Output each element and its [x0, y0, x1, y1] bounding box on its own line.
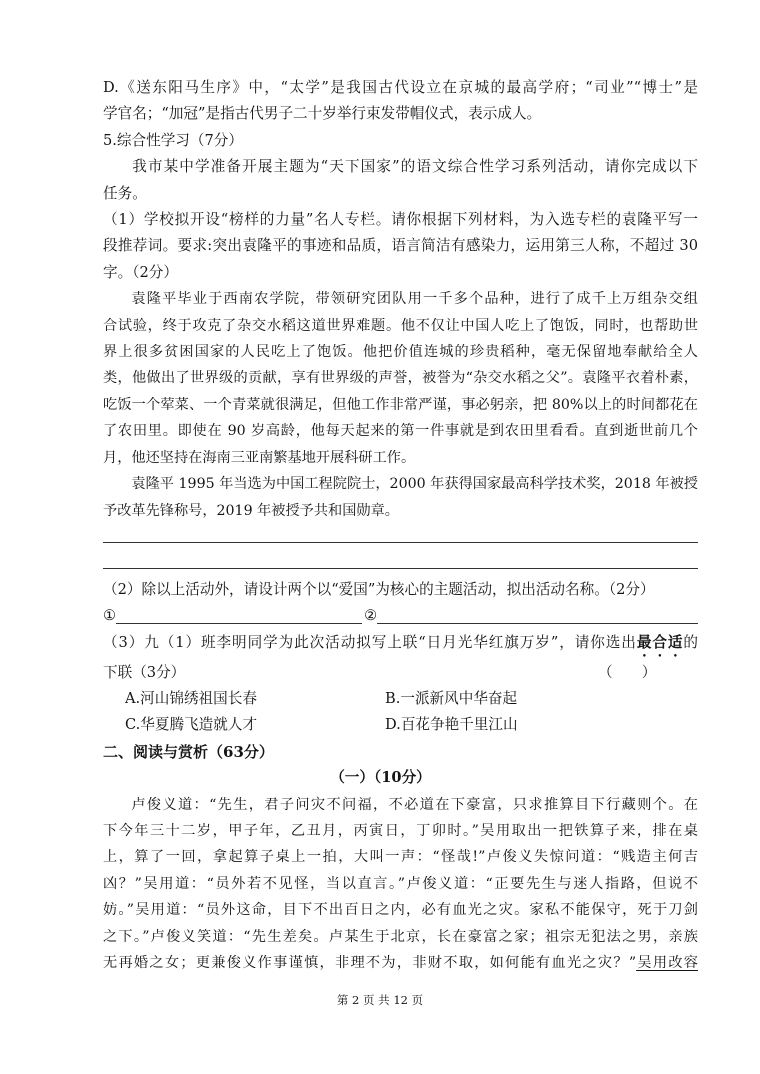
emphasized-text: 最合适: [636, 633, 684, 651]
task-3-prompt-text: 下联（3分）: [103, 663, 186, 681]
passage-line: 下今年三十二岁，甲子年，乙丑月，丙寅日，丁卯时。”吴用取出一把铁算子来，排在桌: [103, 822, 698, 839]
answer-blank: [377, 622, 698, 624]
task-3-prompt-line-2: [103, 660, 698, 686]
option-d-text-line: 学官名；“加冠”是指古代男子二十岁举行束发带帽仪式，表示成人。: [103, 105, 542, 123]
material-paragraph-line: 了农田里。即使在 90 岁高龄，他每天起来的第一件事就是到农田里看看。直到逝世前几个: [103, 423, 698, 440]
question-5-intro-line: 任务。: [103, 184, 147, 202]
answer-blank: [116, 622, 362, 624]
question-5-title: 5.综合性学习（7分）: [103, 131, 243, 149]
task-1-prompt-line: （1）学校拟开设“榜样的力量”名人专栏。请你根据下列材料，为入选专栏的袁隆平写一: [103, 211, 698, 229]
passage-line: 卢俊义道：“先生，君子问灾不问福，不必道在下豪富，只求推算目下行藏则个。在: [131, 796, 698, 813]
page-content: [103, 75, 698, 976]
answer-rule: [103, 542, 698, 543]
question-5-intro-line: 我市某中学准备开展主题为“天下国家”的语文综合性学习系列活动，请你完成以下: [132, 158, 698, 176]
option-a: A.河山锦绣祖国长春: [125, 689, 257, 707]
task-2-answer-blanks: [103, 603, 698, 629]
blank-2-label: ②: [364, 607, 378, 625]
passage-text: 无再婚之女；更兼俊义作事谨慎，非理不为，非财不取，如何能有血光之灾？”: [103, 954, 637, 971]
material-paragraph-line: 袁隆平 1995 年当选为中国工程院院士，2000 年获得国家最高科学技术奖，2018 年被授: [131, 476, 698, 493]
answer-writing-line: [103, 550, 698, 576]
part-1-heading: （一）（10分）: [330, 769, 431, 787]
option-c: C.华夏腾飞造就人才: [125, 716, 258, 734]
answer-writing-line: [103, 524, 698, 550]
passage-line: 上，算了一回，拿起算子桌上一拍，大叫一声：“怪哉!”卢俊义失惊问道：“贱造主何吉: [103, 849, 698, 866]
task-3-prompt-line: [103, 630, 698, 660]
material-paragraph-line: 予改革先锋称号，2019 年被授予共和国勋章。: [103, 502, 399, 519]
task-3-prompt-text: （3）九（1）班李明同学为此次活动拟写上联“日月光华红旗万岁”，请你选出: [103, 633, 637, 651]
underlined-text: 吴用改容: [636, 954, 698, 971]
option-d-text-line: D.《送东阳马生序》中，“太学”是我国古代设立在京城的最高学府；“司业”“博士”是: [103, 79, 698, 96]
material-paragraph-line: 界上很多贫困国家的人民吃上了饱饭。他把价值连城的珍贵稻种，毫无保留地奉献给全人: [103, 344, 698, 361]
option-row: [103, 686, 698, 712]
option-row: [103, 712, 698, 738]
material-paragraph-line: 类，他做出了世界级的贡献，享有世界级的声誉，被誉为“杂交水稻之父”。袁隆平衣着朴素，: [103, 370, 698, 387]
task-2-prompt: （2）除以上活动外，请设计两个以“爱国”为核心的主题活动，拟出活动名称。（2分）: [103, 580, 655, 598]
material-paragraph-line: 袁隆平毕业于西南农学院，带领研究团队用一千多个品种，进行了成千上万组杂交组: [131, 291, 698, 308]
task-1-prompt-line: 段推荐词。要求:突出袁隆平的事迹和品质，语言简洁有感染力，运用第三人称，不超过 30: [103, 237, 698, 255]
blank-1-label: ①: [103, 607, 117, 625]
passage-line: 之下。”卢俊义笑道：“先生差矣。卢某生于北京，长在豪富之家；祖宗无犯法之男，亲族: [103, 928, 698, 945]
page-footer: 第 2 页 共 12 页: [336, 993, 424, 1007]
passage-line: 凶？”吴用道：“员外若不见怪，当以直言。”卢俊义道：“正要先生与迷人指路，但说不: [103, 875, 698, 892]
material-paragraph-line: 吃饭一个荤菜、一个青菜就很满足，但他工作非常严谨，事必躬亲，把 80%以上的时间都花在: [103, 396, 698, 413]
answer-rule: [103, 568, 698, 569]
material-paragraph-line: 月，他还坚持在海南三亚南繁基地开展科研工作。: [103, 449, 416, 466]
section-2-heading: 二、阅读与赏析（63分）: [103, 742, 274, 761]
option-b: B.一派新风中华奋起: [385, 689, 518, 707]
passage-line: [103, 950, 698, 976]
material-paragraph-line: 合试验，终于攻克了杂交水稻这道世界难题。他不仅让中国人吃上了饱饭，同时，也帮助世: [103, 317, 698, 334]
task-1-prompt-line: 字。（2分）: [103, 263, 178, 281]
option-d: D.百花争艳千里江山: [385, 716, 518, 734]
passage-line: 妨。”吴用道：“员外这命，目下不出百日之内，必有血光之灾。家私不能保守，死于刀剑: [103, 902, 698, 919]
task-3-prompt-text: 的: [683, 633, 698, 651]
answer-bracket: （ ）: [598, 663, 657, 681]
